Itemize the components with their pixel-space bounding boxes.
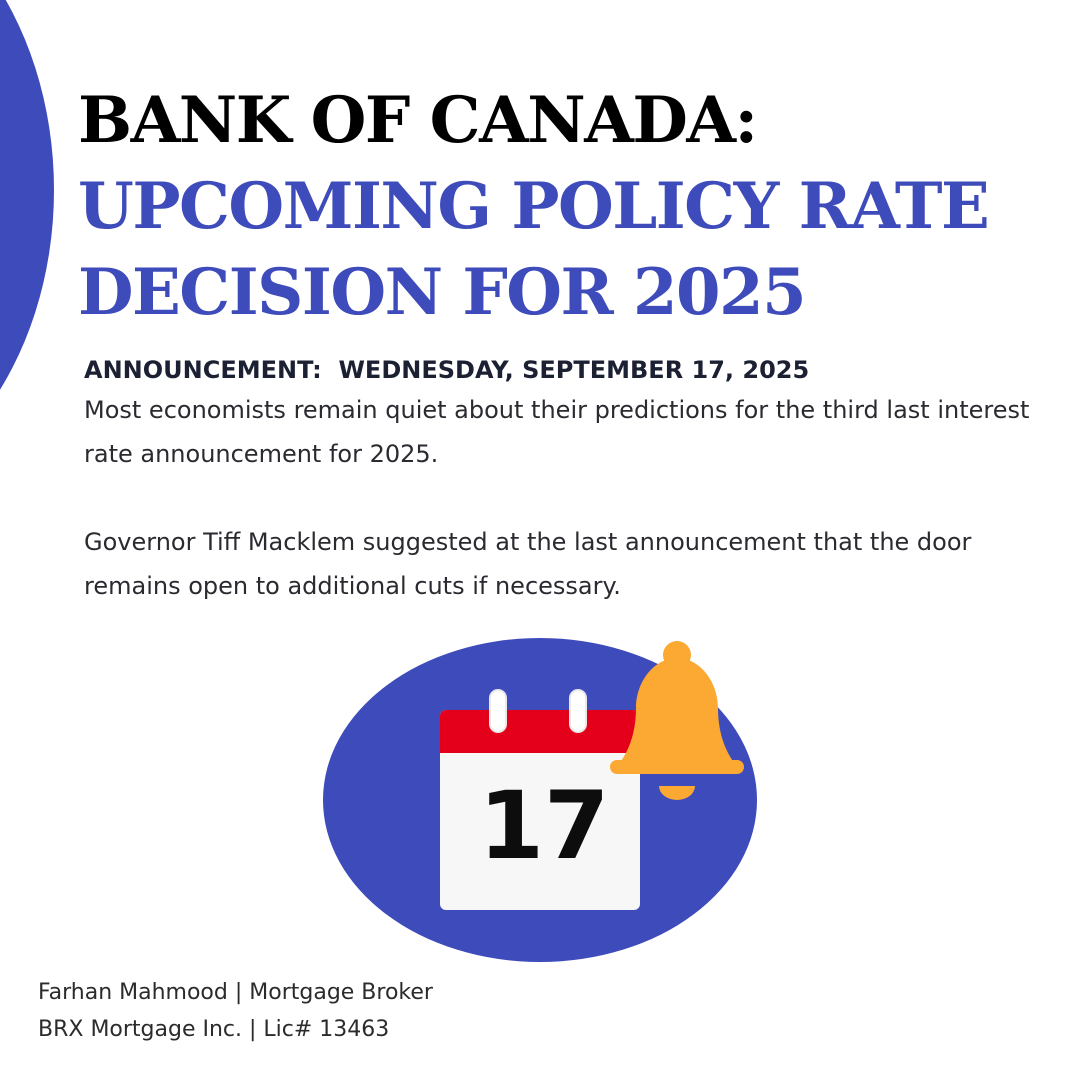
paragraph-economists: Most economists remain quiet about their predictions for the third last interest rate announcement for 2025. xyxy=(84,396,1030,468)
paragraph-governor: Governor Tiff Macklem suggested at the last announcement that the door remains open to additional cuts if necessary. xyxy=(84,528,972,600)
article-body xyxy=(84,352,1044,608)
headline-line-3: DECISION FOR 2025 xyxy=(78,255,806,330)
headline xyxy=(78,78,1058,336)
headline-line-2: UPCOMING POLICY RATE xyxy=(78,169,989,244)
broker-license: BRX Mortgage Inc. | Lic# 13463 xyxy=(38,1017,390,1042)
calendar-day-number: 17 xyxy=(478,772,610,881)
decorative-side-circle xyxy=(0,0,54,510)
announcement-date: ANNOUNCEMENT: WEDNESDAY, SEPTEMBER 17, 2025 xyxy=(84,356,810,384)
headline-line-1: BANK OF CANADA: xyxy=(78,83,757,158)
broker-name: Farhan Mahmood | Mortgage Broker xyxy=(38,980,433,1005)
calendar-illustration xyxy=(322,638,762,968)
broker-signature xyxy=(38,974,433,1048)
calendar-icon xyxy=(440,690,640,910)
